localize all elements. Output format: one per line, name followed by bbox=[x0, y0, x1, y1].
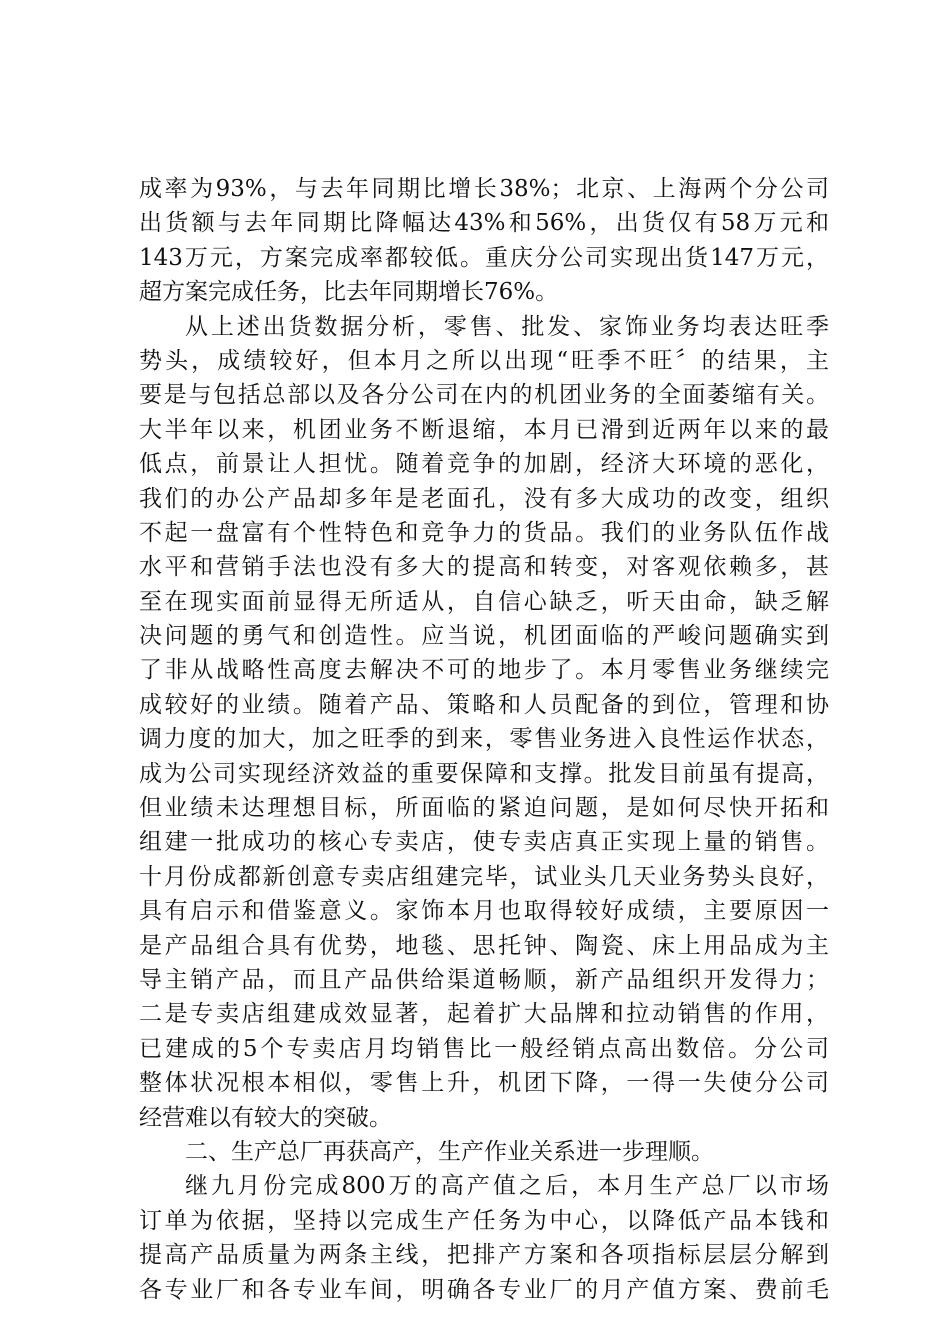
text-line: 143万元，方案完成率都较低。重庆分公司实现出货147万元， bbox=[139, 244, 829, 271]
text-line: 成为公司实现经济效益的重要保障和支撑。批发目前虽有提高， bbox=[139, 760, 829, 787]
text-line: 各专业厂和各专业车间，明确各专业厂的月产值方案、费前毛 bbox=[139, 1276, 829, 1303]
text-line: 具有启示和借鉴意义。家饰本月也取得较好成绩，主要原因一 bbox=[139, 898, 829, 925]
body-text bbox=[139, 172, 829, 1307]
text-line: 组建一批成功的核心专卖店，使专卖店真正实现上量的销售。 bbox=[139, 829, 829, 856]
text-line: 低点，前景让人担忧。随着竞争的加剧，经济大环境的恶化， bbox=[139, 451, 829, 478]
text-line: 是产品组合具有优势，地毯、思托钟、陶瓷、床上用品成为主 bbox=[139, 932, 829, 959]
text-line: 出货额与去年同期比降幅达43%和56%，出货仅有58万元和 bbox=[139, 210, 829, 237]
text-line: 势头，成绩较好，但本月之所以出现“旺季不旺〞的结果，主 bbox=[139, 347, 829, 374]
text-line: 导主销产品，而且产品供给渠道畅顺，新产品组织开发得力； bbox=[139, 966, 829, 993]
text-line: 从上述出货数据分析，零售、批发、家饰业务均表达旺季 bbox=[185, 313, 829, 340]
text-line: 二、生产总厂再获高产，生产作业关系进一步理顺。 bbox=[185, 1138, 714, 1165]
text-line: 我们的办公产品却多年是老面孔，没有多大成功的改变，组织 bbox=[139, 485, 829, 512]
text-line: 了非从战略性高度去解决不可的地步了。本月零售业务继续完 bbox=[139, 657, 829, 684]
text-line: 订单为依据，坚持以完成生产任务为中心，以降低产品本钱和 bbox=[139, 1207, 829, 1234]
text-line: 调力度的加大，加之旺季的到来，零售业务进入良性运作状态， bbox=[139, 726, 829, 753]
text-line: 整体状况根本相似，零售上升，机团下降，一得一失使分公司 bbox=[139, 1070, 829, 1097]
text-line: 成较好的业绩。随着产品、策略和人员配备的到位，管理和协 bbox=[139, 691, 829, 718]
text-line: 不起一盘富有个性特色和竞争力的货品。我们的业务队伍作战 bbox=[139, 519, 829, 546]
text-line: 水平和营销手法也没有多大的提高和转变，对客观依赖多，甚 bbox=[139, 554, 829, 581]
text-line: 二是专卖店组建成效显著，起着扩大品牌和拉动销售的作用， bbox=[139, 1001, 829, 1028]
text-line: 成率为93%，与去年同期比增长38%；北京、上海两个分公司 bbox=[139, 176, 829, 202]
text-line: 十月份成都新创意专卖店组建完毕，试业头几天业务势头良好， bbox=[139, 863, 829, 890]
text-line: 决问题的勇气和创造性。应当说，机团面临的严峻问题确实到 bbox=[139, 623, 829, 650]
text-line: 要是与包括总部以及各分公司在内的机团业务的全面萎缩有关。 bbox=[139, 382, 829, 409]
text-line: 至在现实面前显得无所适从，自信心缺乏，听天由命，缺乏解 bbox=[139, 588, 829, 615]
text-line: 大半年以来，机团业务不断退缩，本月已滑到近两年以来的最 bbox=[139, 416, 829, 443]
text-line: 已建成的5个专卖店月均销售比一般经销点高出数倍。分公司 bbox=[139, 1035, 829, 1062]
text-line: 但业绩未达理想目标，所面临的紧迫问题，是如何尽快开拓和 bbox=[139, 795, 829, 822]
text-line: 经营难以有较大的突破。 bbox=[139, 1104, 392, 1131]
text-line: 超方案完成任务，比去年同期增长76%。 bbox=[139, 279, 559, 306]
text-line: 提高产品质量为两条主线，把排产方案和各项指标层层分解到 bbox=[139, 1242, 829, 1269]
text-line: 继九月份完成800万的高产值之后，本月生产总厂以市场 bbox=[185, 1173, 829, 1200]
